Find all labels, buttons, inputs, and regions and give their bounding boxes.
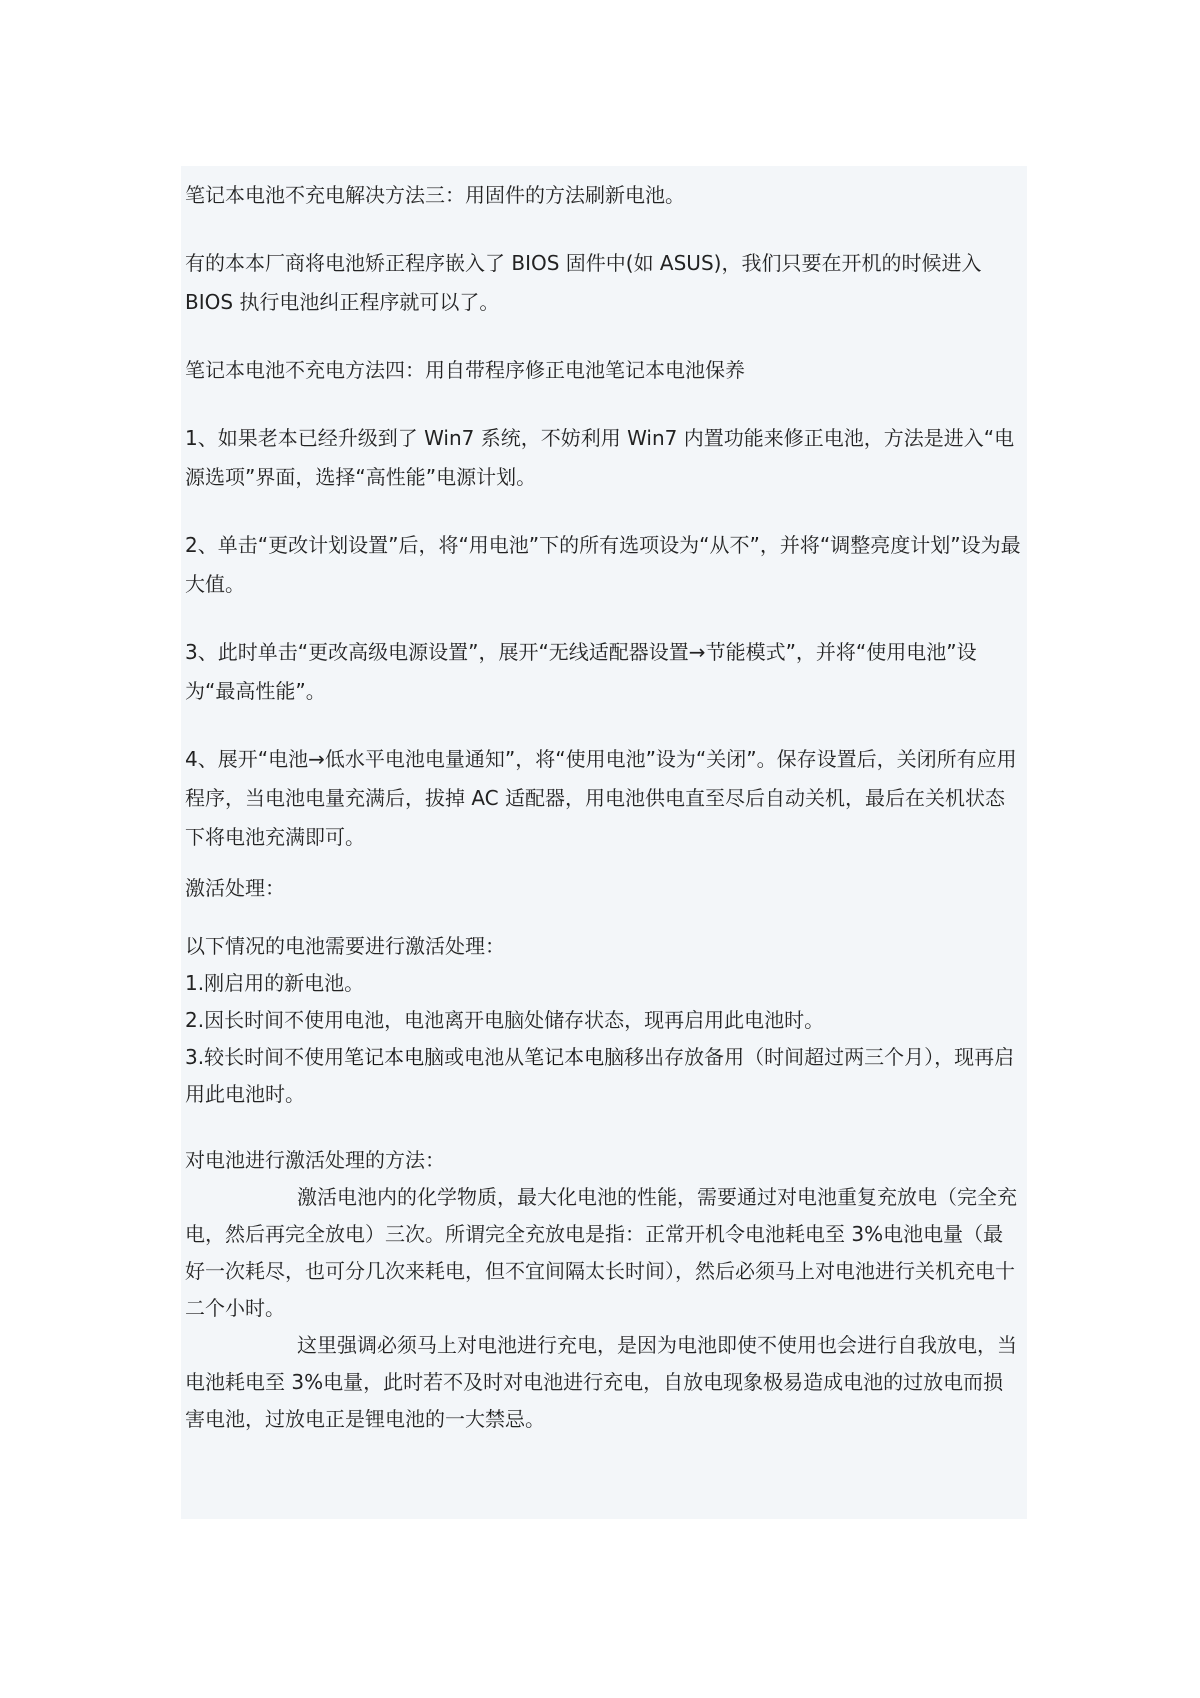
activation-case-2: 2.因长时间不使用电池，电池离开电脑处储存状态，现再启用此电池时。 <box>185 1008 825 1032</box>
step-1: 1、如果老本已经升级到了 Win7 系统，不妨利用 Win7 内置功能来修正电池，方法是进入“电源选项”界面，选择“高性能”电源计划。 <box>185 426 1015 489</box>
activation-case-1: 1.刚启用的新电池。 <box>185 971 365 995</box>
case-3-text-a: 3.较长时间不使用 <box>185 1045 345 1069</box>
heading-activation-method: 对电池进行激活处理的方法： <box>185 1148 445 1172</box>
activation-method-paragraph: 激活电池内的化学物质，最大化电池的性能，需要通过对电池重复充放电（完全充电，然后再完全放电）三次。所谓完全充放电是指：正常开机令电池耗电至 3%电池电量（最好一次耗尽，也可分几次来耗电，但不宜间隔太长时间），然后必须马上对电池进行关机充电十二个小时。 <box>185 1185 1017 1320</box>
step-2: 2、单击“更改计划设置”后，将“用电池”下的所有选项设为“从不”，并将“调整亮度计划”设为最大值。 <box>185 533 1021 596</box>
activation-case-3 <box>185 1039 1023 1113</box>
heading-activation: 激活处理： <box>185 876 285 900</box>
activation-intro: 以下情况的电池需要进行激活处理： <box>185 934 505 958</box>
heading-method-three: 笔记本电池不充电解决方法三：用固件的方法刷新电池。 <box>185 183 685 207</box>
paragraph-bios: 有的本本厂商将电池矫正程序嵌入了 BIOS 固件中(如 ASUS)，我们只要在开机的时候进入 BIOS 执行电池纠正程序就可以了。 <box>185 251 982 314</box>
step-4: 4、展开“电池→低水平电池电量通知”，将“使用电池”设为“关闭”。保存设置后，关闭所有应用程序，当电池电量充满后，拔掉 AC 适配器，用电池供电直至尽后自动关机，最后在关机状态下将电池充满即可。 <box>185 747 1017 849</box>
heading-method-four: 笔记本电池不充电方法四：用自带程序修正电池笔记本电池保养 <box>185 358 745 382</box>
self-discharge-paragraph: 这里强调必须马上对电池进行充电，是因为电池即使不使用也会进行自我放电，当电池耗电至 3%电量，此时若不及时对电池进行充电，自放电现象极易造成电池的过放电而损害电池，过放电正是锂电池的一大禁忌。 <box>185 1333 1017 1431</box>
laptop-link-2[interactable]: 笔记本电脑 <box>524 1045 625 1069</box>
step-3: 3、此时单击“更改高级电源设置”，展开“无线适配器设置→节能模式”，并将“使用电池”设为“最高性能”。 <box>185 640 977 703</box>
case-3-text-b: 或电池从 <box>444 1045 525 1069</box>
laptop-link-1[interactable]: 笔记本电脑 <box>344 1045 445 1069</box>
case-3-text-c: 移出存放备用（时间超过两三个月），现再启用此电池时。 <box>185 1045 1015 1106</box>
article-body <box>181 166 1027 1519</box>
